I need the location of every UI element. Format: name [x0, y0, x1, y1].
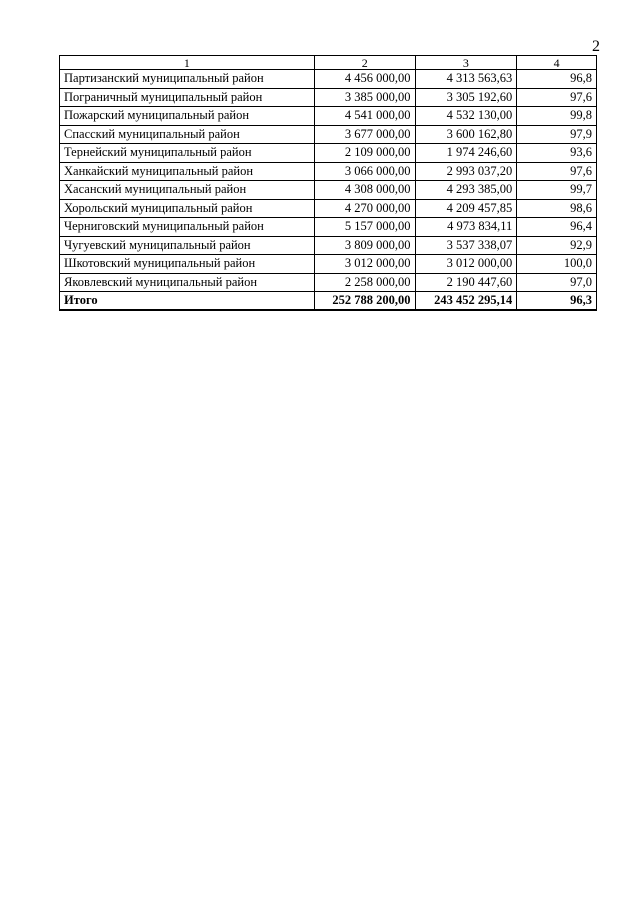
table-row: [60, 107, 597, 126]
percent-cell: 96,4: [517, 218, 597, 237]
actual-amount-cell: 3 600 162,80: [415, 125, 517, 144]
table-body: [60, 70, 597, 292]
percent-cell: 98,6: [517, 199, 597, 218]
district-name-cell: Партизанский муниципальный район: [60, 70, 315, 89]
district-name-cell: Чугуевский муниципальный район: [60, 236, 315, 255]
table-row: [60, 273, 597, 292]
table-row: [60, 88, 597, 107]
planned-amount-cell: 3 677 000,00: [314, 125, 415, 144]
percent-cell: 92,9: [517, 236, 597, 255]
table-row: [60, 70, 597, 89]
planned-amount-cell: 3 385 000,00: [314, 88, 415, 107]
percent-cell: 99,7: [517, 181, 597, 200]
percent-cell: 97,0: [517, 273, 597, 292]
actual-amount-cell: 3 537 338,07: [415, 236, 517, 255]
district-name-cell: Пограничный муниципальный район: [60, 88, 315, 107]
district-name-cell: Хорольский муниципальный район: [60, 199, 315, 218]
budget-table: [59, 55, 597, 311]
actual-amount-cell: 4 313 563,63: [415, 70, 517, 89]
total-col3: 243 452 295,14: [415, 292, 517, 311]
percent-cell: 100,0: [517, 255, 597, 274]
actual-amount-cell: 4 532 130,00: [415, 107, 517, 126]
district-name-cell: Спасский муниципальный район: [60, 125, 315, 144]
actual-amount-cell: 3 305 192,60: [415, 88, 517, 107]
total-row: [60, 292, 597, 311]
table-row: [60, 218, 597, 237]
planned-amount-cell: 3 066 000,00: [314, 162, 415, 181]
actual-amount-cell: 2 993 037,20: [415, 162, 517, 181]
table-header-row: [60, 56, 597, 70]
actual-amount-cell: 3 012 000,00: [415, 255, 517, 274]
table-row: [60, 144, 597, 163]
table-row: [60, 125, 597, 144]
planned-amount-cell: 4 270 000,00: [314, 199, 415, 218]
actual-amount-cell: 4 973 834,11: [415, 218, 517, 237]
percent-cell: 99,8: [517, 107, 597, 126]
actual-amount-cell: 1 974 246,60: [415, 144, 517, 163]
planned-amount-cell: 4 541 000,00: [314, 107, 415, 126]
planned-amount-cell: 5 157 000,00: [314, 218, 415, 237]
actual-amount-cell: 2 190 447,60: [415, 273, 517, 292]
planned-amount-cell: 2 109 000,00: [314, 144, 415, 163]
district-name-cell: Хасанский муниципальный район: [60, 181, 315, 200]
total-label: Итого: [60, 292, 315, 311]
page-number: 2: [592, 38, 600, 55]
column-header: 2: [314, 56, 415, 70]
district-name-cell: Тернейский муниципальный район: [60, 144, 315, 163]
percent-cell: 97,6: [517, 88, 597, 107]
planned-amount-cell: 2 258 000,00: [314, 273, 415, 292]
actual-amount-cell: 4 209 457,85: [415, 199, 517, 218]
total-col2: 252 788 200,00: [314, 292, 415, 311]
column-header: 4: [517, 56, 597, 70]
district-name-cell: Пожарский муниципальный район: [60, 107, 315, 126]
column-header: 1: [60, 56, 315, 70]
total-col4: 96,3: [517, 292, 597, 311]
table-row: [60, 181, 597, 200]
district-name-cell: Ханкайский муниципальный район: [60, 162, 315, 181]
planned-amount-cell: 3 012 000,00: [314, 255, 415, 274]
column-header: 3: [415, 56, 517, 70]
planned-amount-cell: 4 456 000,00: [314, 70, 415, 89]
table-row: [60, 199, 597, 218]
table-row: [60, 255, 597, 274]
planned-amount-cell: 3 809 000,00: [314, 236, 415, 255]
percent-cell: 96,8: [517, 70, 597, 89]
district-name-cell: Шкотовский муниципальный район: [60, 255, 315, 274]
percent-cell: 93,6: [517, 144, 597, 163]
planned-amount-cell: 4 308 000,00: [314, 181, 415, 200]
district-name-cell: Яковлевский муниципальный район: [60, 273, 315, 292]
percent-cell: 97,6: [517, 162, 597, 181]
table-row: [60, 236, 597, 255]
percent-cell: 97,9: [517, 125, 597, 144]
table-row: [60, 162, 597, 181]
district-name-cell: Черниговский муниципальный район: [60, 218, 315, 237]
actual-amount-cell: 4 293 385,00: [415, 181, 517, 200]
